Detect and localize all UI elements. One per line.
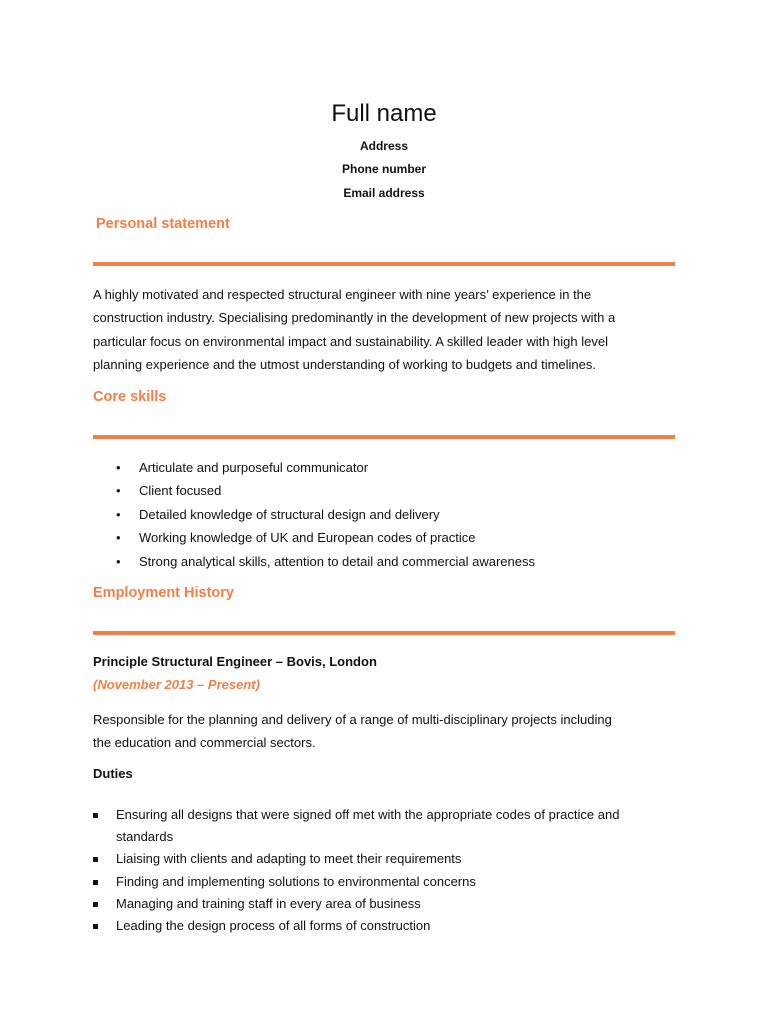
list-item — [93, 915, 683, 937]
list-item — [93, 526, 683, 549]
duty-text: Leading the design process of all forms of construction — [116, 918, 431, 934]
section-divider — [93, 435, 675, 439]
duties-list — [93, 804, 683, 937]
bullet-icon: • — [116, 553, 121, 569]
core-skills-heading: Core skills — [93, 389, 167, 405]
summary-line: Responsible for the planning and delivery of a range of multi-disciplinary projects including — [93, 712, 612, 727]
skill-text: Articulate and purposeful communicator — [139, 460, 369, 475]
list-item — [93, 804, 683, 826]
statement-line: A highly motivated and respected structural engineer with nine years’ experience in the — [93, 287, 592, 302]
statement-line: planning experience and the utmost understanding of working to budgets and timelines. — [93, 356, 596, 372]
duty-text: standards — [116, 829, 174, 845]
square-bullet-icon — [93, 857, 98, 862]
bullet-icon: • — [116, 460, 121, 475]
square-bullet-icon — [93, 813, 98, 818]
statement-line: particular focus on environmental impact and sustainability. A skilled leader with high level — [93, 333, 608, 349]
skill-text: Detailed knowledge of structural design and delivery — [139, 506, 440, 522]
summary-line: the education and commercial sectors. — [93, 735, 316, 751]
core-skills-list — [93, 456, 683, 573]
list-item — [93, 479, 683, 502]
email-address: Email address — [343, 186, 425, 200]
personal-statement-heading: Personal statement — [96, 216, 230, 232]
employment-history-heading: Employment History — [93, 585, 234, 601]
job-title: Principle Structural Engineer – Bovis, London — [93, 654, 377, 669]
list-item — [93, 826, 683, 848]
list-item — [93, 503, 683, 526]
section-divider — [93, 262, 675, 266]
list-item — [93, 456, 683, 479]
list-item — [93, 893, 683, 915]
skill-text: Client focused — [139, 483, 222, 499]
duty-text: Liaising with clients and adapting to meet their requirements — [116, 851, 462, 867]
list-item — [93, 848, 683, 870]
duties-heading: Duties — [93, 766, 133, 781]
square-bullet-icon — [93, 924, 98, 929]
statement-line: construction industry. Specialising predominantly in the development of new projects with a — [93, 310, 616, 326]
phone-number: Phone number — [341, 162, 426, 176]
duty-text: Managing and training staff in every area of business — [116, 895, 421, 911]
full-name: Full name — [331, 100, 437, 127]
duty-text: Ensuring all designs that were signed off met with the appropriate codes of practice and — [116, 807, 620, 822]
list-item — [93, 871, 683, 893]
list-item — [93, 550, 683, 573]
duty-text: Finding and implementing solutions to environmental concerns — [116, 873, 476, 889]
bullet-icon: • — [116, 506, 121, 522]
address: Address — [359, 139, 409, 153]
section-divider — [93, 631, 675, 635]
job-date: (November 2013 – Present) — [93, 677, 260, 692]
bullet-icon: • — [116, 530, 121, 546]
square-bullet-icon — [93, 880, 98, 885]
square-bullet-icon — [93, 902, 98, 907]
job-summary — [93, 708, 683, 755]
skill-text: Working knowledge of UK and European codes of practice — [139, 530, 476, 546]
bullet-icon: • — [116, 483, 121, 499]
personal-statement-text — [93, 283, 683, 376]
skill-text: Strong analytical skills, attention to detail and commercial awareness — [139, 553, 535, 569]
